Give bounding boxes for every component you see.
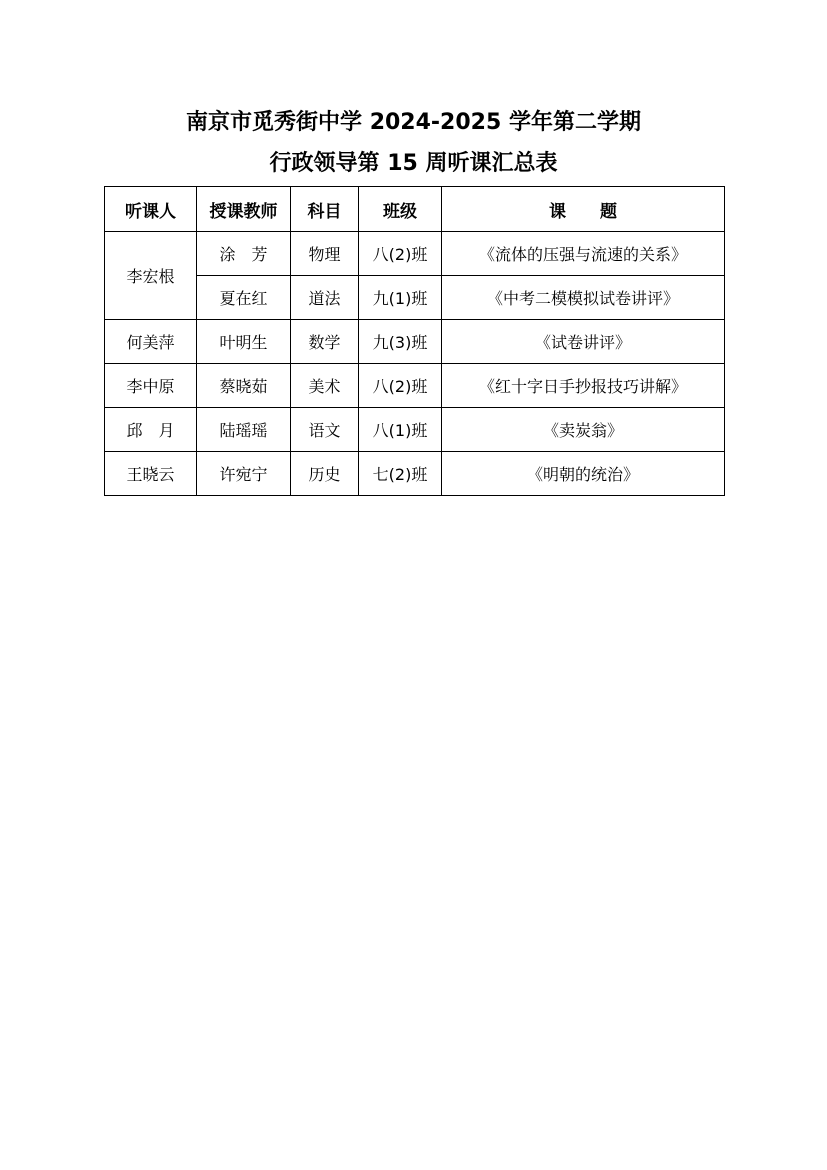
- table-row: [105, 364, 725, 408]
- cell-topic: 《卖炭翁》: [442, 408, 725, 452]
- table-row: [105, 232, 725, 276]
- table-header-row: [105, 187, 725, 232]
- cell-class: 九(3)班: [359, 320, 442, 364]
- document-title: 南京市觅秀街中学 2024-2025 学年第二学期: [186, 110, 641, 135]
- cell-teacher: 夏在红: [197, 276, 291, 320]
- table-row: [105, 408, 725, 452]
- cell-teacher: 叶明生: [197, 320, 291, 364]
- header-observer: 听课人: [105, 187, 197, 232]
- table-row: [105, 452, 725, 496]
- cell-subject: 历史: [291, 452, 359, 496]
- table-row: [105, 276, 725, 320]
- document-subtitle: 行政领导第 15 周听课汇总表: [269, 151, 558, 176]
- cell-subject: 物理: [291, 232, 359, 276]
- cell-topic: 《红十字日手抄报技巧讲解》: [442, 364, 725, 408]
- cell-topic: 《中考二模模拟试卷讲评》: [442, 276, 725, 320]
- cell-class: 八(2)班: [359, 232, 442, 276]
- cell-topic: 《流体的压强与流速的关系》: [442, 232, 725, 276]
- header-subject: 科目: [291, 187, 359, 232]
- cell-subject: 道法: [291, 276, 359, 320]
- cell-class: 八(1)班: [359, 408, 442, 452]
- cell-observer: 李宏根: [105, 232, 197, 320]
- cell-observer: 何美萍: [105, 320, 197, 364]
- cell-teacher: 涂 芳: [197, 232, 291, 276]
- cell-teacher: 陆瑶瑶: [197, 408, 291, 452]
- header-class: 班级: [359, 187, 442, 232]
- cell-class: 九(1)班: [359, 276, 442, 320]
- cell-topic: 《试卷讲评》: [442, 320, 725, 364]
- lesson-observation-table: [104, 186, 725, 496]
- cell-class: 八(2)班: [359, 364, 442, 408]
- header-topic: 课 题: [442, 187, 725, 232]
- cell-class: 七(2)班: [359, 452, 442, 496]
- cell-observer: 王晓云: [105, 452, 197, 496]
- cell-observer: 邱 月: [105, 408, 197, 452]
- cell-subject: 数学: [291, 320, 359, 364]
- cell-subject: 语文: [291, 408, 359, 452]
- cell-subject: 美术: [291, 364, 359, 408]
- cell-teacher: 许宛宁: [197, 452, 291, 496]
- cell-observer: 李中原: [105, 364, 197, 408]
- cell-teacher: 蔡晓茹: [197, 364, 291, 408]
- table-row: [105, 320, 725, 364]
- header-teacher: 授课教师: [197, 187, 291, 232]
- cell-topic: 《明朝的统治》: [442, 452, 725, 496]
